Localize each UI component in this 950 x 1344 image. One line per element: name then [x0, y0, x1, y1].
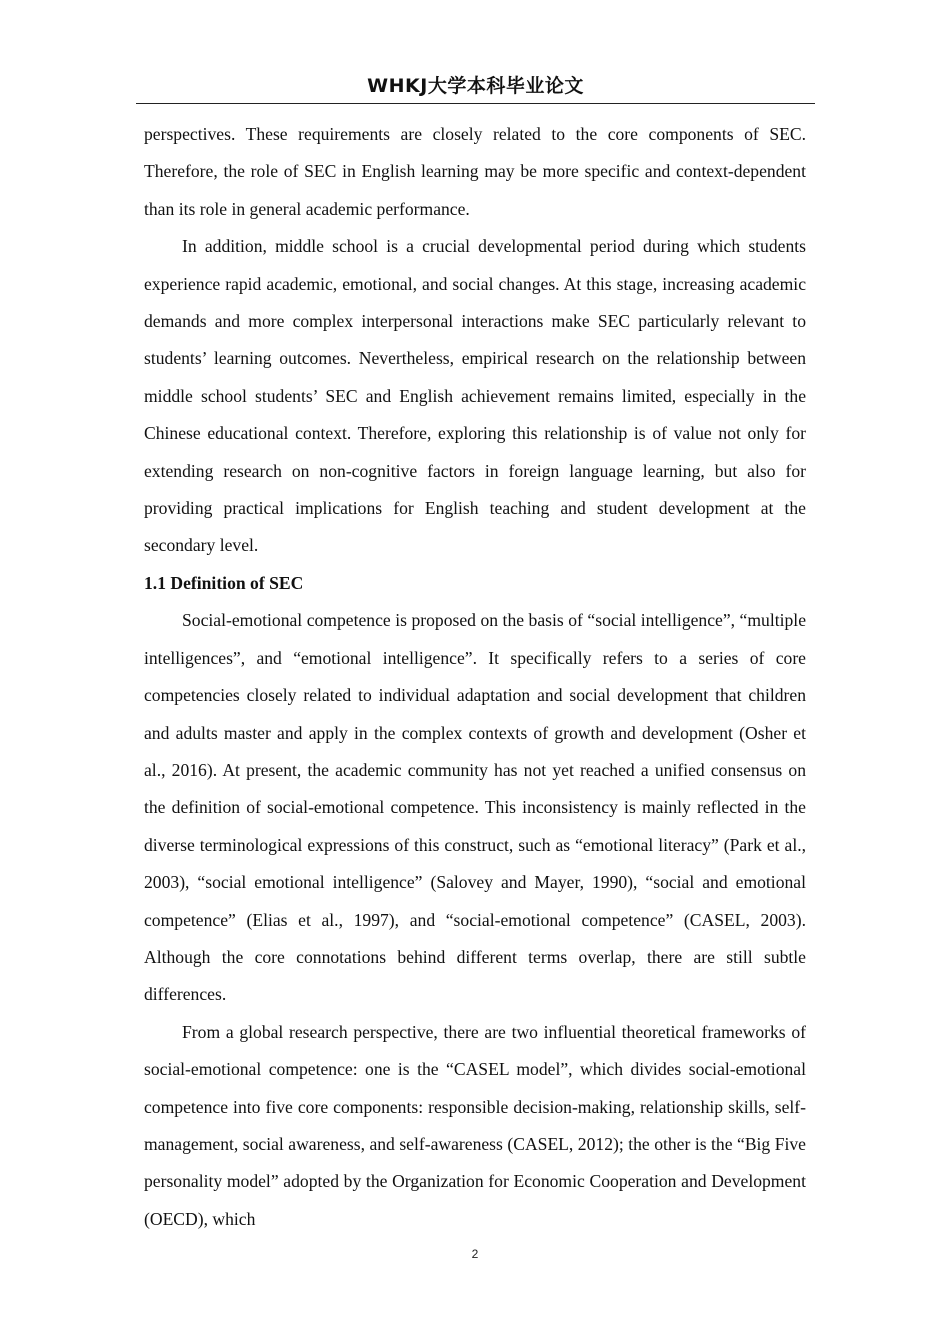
section-heading: 1.1 Definition of SEC	[144, 572, 304, 593]
paragraph-continued: perspectives. These requirements are closely related to the core components of SEC. Therefore, the role of SEC in English learning may be more specific and context-dependent than its role in general academic performance.	[144, 124, 806, 219]
paragraph-middle-school: In addition, middle school is a crucial developmental period during which students experience rapid academic, emotional, and social changes. At this stage, increasing academic demands and more complex interpersonal interactions make SEC particularly relevant to students’ learning outcomes. Nevertheless, empirical research on the relationship between middle school students’ SEC and English achievement remains limited, especially in the Chinese educational context. Therefore, exploring this relationship is of value not only for extending research on non-cognitive factors in foreign language learning, but also for providing practical implications for English teaching and student development at the secondary level.	[144, 236, 806, 556]
header-divider	[136, 103, 815, 104]
page-header-title: WHKJ大学本科毕业论文	[367, 75, 584, 97]
document-body	[144, 116, 806, 1238]
paragraph-frameworks: From a global research perspective, there are two influential theoretical frameworks of social-emotional competence: one is the “CASEL model”, which divides social-emotional competence into five core components: responsible decision-making, relationship skills, self-management, social awareness, and self-awareness (CASEL, 2012); the other is the “Big Five personality model” adopted by the Organization for Economic Cooperation and Development (OECD), which	[144, 1021, 806, 1229]
page-number: 2	[471, 1247, 479, 1261]
paragraph-definition: Social-emotional competence is proposed on the basis of “social intelligence”, “multiple intelligences”, and “emotional intelligence”. It specifically refers to a series of core competencies closely related to individual adaptation and social development that children and adults master and apply in the complex contexts of growth and development (Osher et al., 2016). At present, the academic community has not yet reached a unified consensus on the definition of social-emotional competence. This inconsistency is mainly reflected in the diverse terminological expressions of this construct, such as “emotional literacy” (Park et al., 2003), “social emotional intelligence” (Salovey and Mayer, 1990), “social and emotional competence” (Elias et al., 1997), and “social-emotional competence” (CASEL, 2003). Although the core connotations behind different terms overlap, there are still subtle differences.	[144, 610, 806, 1005]
